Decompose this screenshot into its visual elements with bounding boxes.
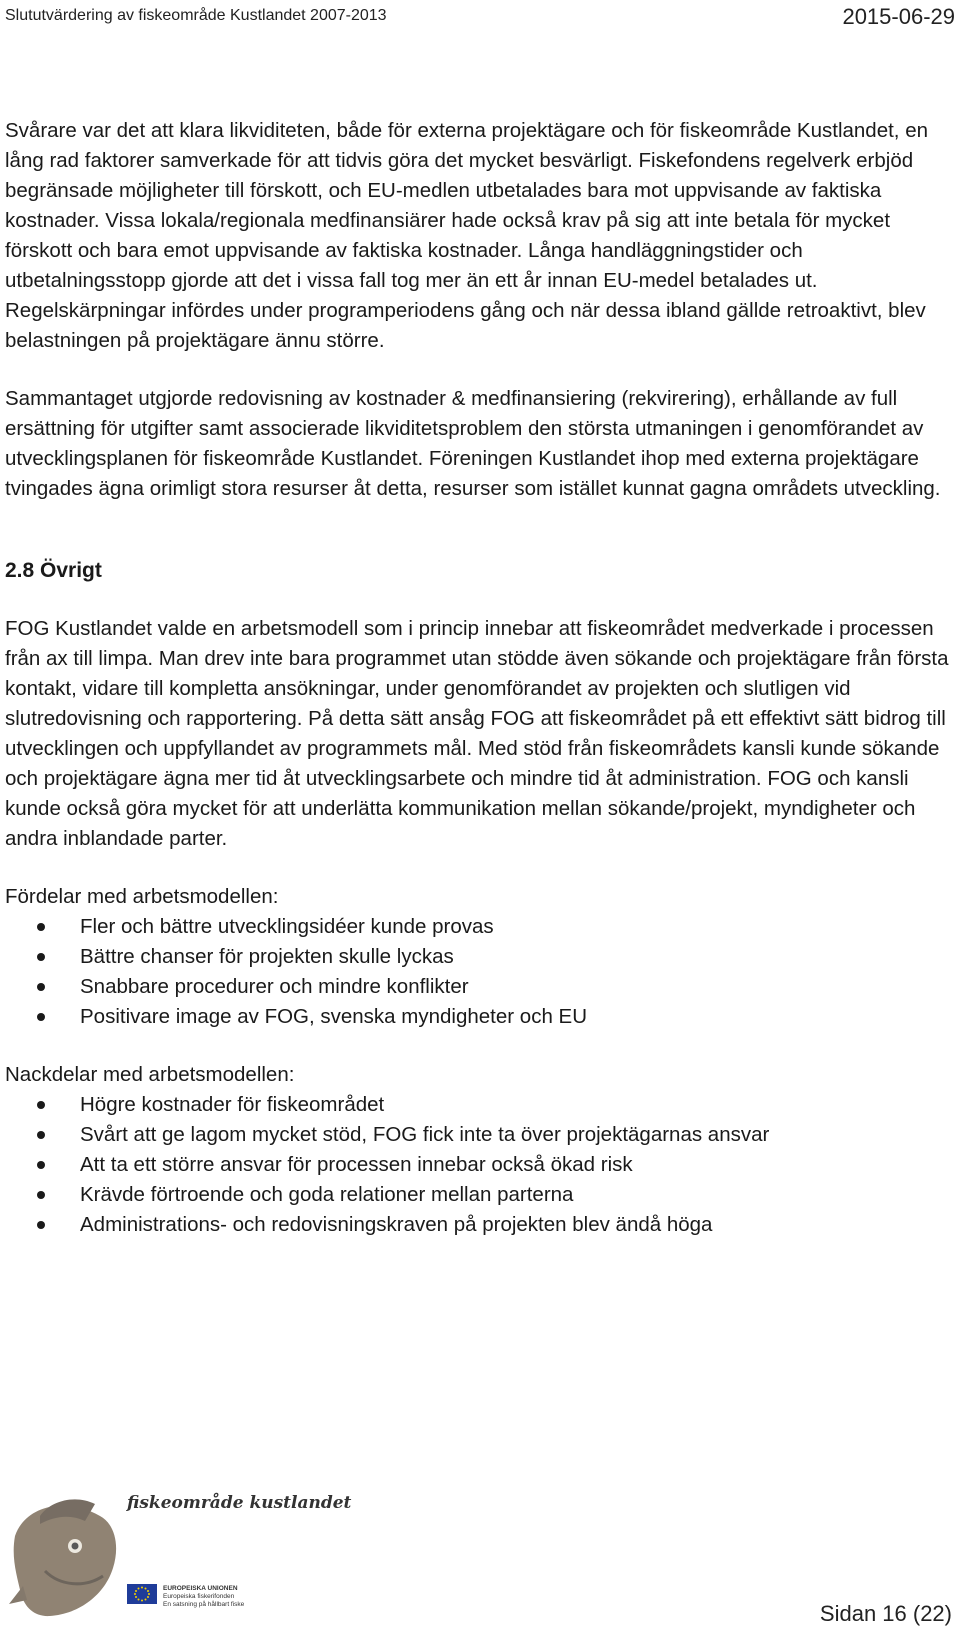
- advantages-title: Fördelar med arbetsmodellen:: [5, 885, 279, 908]
- bullet-icon: [37, 1191, 45, 1199]
- list-item: Fler och bättre utvecklingsidéer kunde provas: [5, 912, 955, 942]
- bullet-icon: [37, 1131, 45, 1139]
- bullet-icon: [37, 1161, 45, 1169]
- list-item: Bättre chanser för projekten skulle lyckas: [5, 942, 955, 972]
- paragraph-liquidity: Svårare var det att klara likviditeten, både för externa projektägare och för fiskeområde Kustlandet, en lång rad faktorer samverkade för att tidvis göra det mycket besvärligt. Fiskefondens regelverk erbjöd begränsade möjligheter till förskott, och EU-medlen utbetalades bara mot uppvisande av faktiska kostnader. Vissa lokala/regionala medfinansiärer hade också krav på sig att inte betala för mycket förskott och bara emot uppvisande av faktiska kostnader. Långa handläggningstider och utbetalningsstopp gjorde att det i vissa fall tog mer än ett år innan EU-medel betalades ut. Regelskärpningar infördes under programperiodens gång och när dessa ibland gällde retroaktivt, blev belastningen på projektägare ännu större.: [5, 119, 929, 352]
- fiskeomrade-logo: [5, 1476, 352, 1626]
- list-item: Administrations- och redovisningskraven på projekten blev ändå höga: [5, 1210, 955, 1240]
- list-item: Snabbare procedurer och mindre konflikter: [5, 972, 955, 1002]
- paragraph-summary: Sammantaget utgjorde redovisning av kostnader & medfinansiering (rekvirering), erhållande av full ersättning för utgifter samt associerade likviditetsproblem den största utmaningen i genomförandet av utvecklingsplanen för fiskeområde Kustlandet. Föreningen Kustlandet ihop med externa projektägare tvingades ägna orimligt stora resurser åt detta, resurser som istället kunnat gagna områdets utveckling.: [5, 387, 941, 500]
- bullet-icon: [37, 1013, 45, 1021]
- eu-text-1: EUROPEISKA UNIONEN: [163, 1585, 238, 1592]
- paragraph-work-model: FOG Kustlandet valde en arbetsmodell som i princip innebar att fiskeområdet medverkade i processen från ax till limpa. Man drev inte bara programmet utan stödde även sökande och projektägare från första kontakt, vidare till kompletta ansökningar, under genomförandet av projekten och slutligen vid slutredovisning och rapportering. På detta sätt ansåg FOG att fiskeområdet på ett effektivt sätt bidrog till utvecklingen och uppfyllandet av programmets mål. Med stöd från fiskeområdets kansli kunde sökande och projektägare ägna mer tid åt utvecklingsarbete och mindre tid åt administration. FOG och kansli kunde också göra mycket för att underlätta kommunikation mellan sökande/projekt, myndigheter och andra inblandade parter.: [5, 617, 949, 850]
- list-item: Att ta ett större ansvar för processen innebar också ökad risk: [5, 1150, 955, 1180]
- bullet-icon: [37, 953, 45, 961]
- eu-flag-icon: [127, 1584, 157, 1604]
- disadvantages-list: [5, 1090, 955, 1240]
- list-item: Krävde förtroende och goda relationer mellan parterna: [5, 1180, 955, 1210]
- list-item: Svårt att ge lagom mycket stöd, FOG fick inte ta över projektägarnas ansvar: [5, 1120, 955, 1150]
- page-header: [5, 4, 955, 28]
- page-number: Sidan 16 (22): [819, 1601, 952, 1626]
- bullet-icon: [37, 983, 45, 991]
- logo-text: fiskeområde kustlandet: [127, 1493, 352, 1513]
- bullet-icon: [37, 1221, 45, 1229]
- bullet-icon: [37, 923, 45, 931]
- page-content: [5, 116, 955, 1268]
- list-item: Positivare image av FOG, svenska myndigheter och EU: [5, 1002, 955, 1032]
- list-item: Högre kostnader för fiskeområdet: [5, 1090, 955, 1120]
- disadvantages-title: Nackdelar med arbetsmodellen:: [5, 1063, 295, 1086]
- fish-icon: [9, 1499, 116, 1616]
- eu-text-3: En satsning på hållbart fiske: [163, 1601, 245, 1608]
- section-heading: 2.8 Övrigt: [5, 559, 102, 582]
- advantages-list: [5, 912, 955, 1032]
- document-date: 2015-06-29: [842, 4, 955, 29]
- bullet-icon: [37, 1101, 45, 1109]
- eu-text-2: Europeiska fiskerifonden: [163, 1593, 235, 1600]
- document-title: Slututvärdering av fiskeområde Kustlandet 2007-2013: [5, 7, 387, 24]
